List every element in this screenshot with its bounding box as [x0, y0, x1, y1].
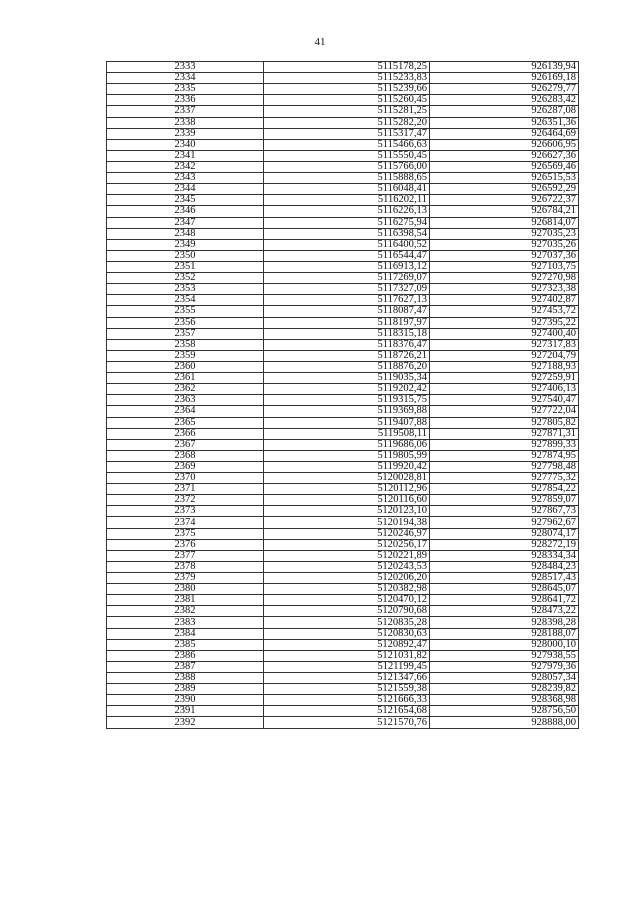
point-number-cell: 2360: [107, 361, 264, 372]
point-number-cell: 2339: [107, 128, 264, 139]
table-row: [107, 595, 579, 606]
table-row: [107, 139, 579, 150]
table-row: [107, 428, 579, 439]
point-number-cell: 2374: [107, 517, 264, 528]
point-number-cell: 2359: [107, 350, 264, 361]
y-coordinate-cell: 927406,13: [430, 384, 579, 395]
y-coordinate-cell: 928074,17: [430, 528, 579, 539]
y-coordinate-cell: 927259,91: [430, 373, 579, 384]
table-row: [107, 228, 579, 239]
y-coordinate-cell: 928368,98: [430, 695, 579, 706]
y-coordinate-cell: 927035,26: [430, 239, 579, 250]
point-number-cell: 2376: [107, 539, 264, 550]
x-coordinate-cell: 5116400,52: [264, 239, 430, 250]
point-number-cell: 2375: [107, 528, 264, 539]
point-number-cell: 2384: [107, 628, 264, 639]
point-number-cell: 2383: [107, 617, 264, 628]
y-coordinate-cell: 926287,08: [430, 106, 579, 117]
point-number-cell: 2333: [107, 62, 264, 73]
table-row: [107, 717, 579, 728]
y-coordinate-cell: 927037,36: [430, 250, 579, 261]
table-row: [107, 95, 579, 106]
point-number-cell: 2358: [107, 339, 264, 350]
x-coordinate-cell: 5120243,53: [264, 561, 430, 572]
y-coordinate-cell: 928057,34: [430, 673, 579, 684]
y-coordinate-cell: 926351,36: [430, 117, 579, 128]
x-coordinate-cell: 5120194,38: [264, 517, 430, 528]
x-coordinate-cell: 5121347,66: [264, 673, 430, 684]
y-coordinate-cell: 928517,43: [430, 573, 579, 584]
y-coordinate-cell: 928645,07: [430, 584, 579, 595]
table-row: [107, 461, 579, 472]
table-row: [107, 239, 579, 250]
x-coordinate-cell: 5115260,45: [264, 95, 430, 106]
table-row: [107, 450, 579, 461]
y-coordinate-cell: 926722,37: [430, 195, 579, 206]
point-number-cell: 2377: [107, 550, 264, 561]
x-coordinate-cell: 5115466,63: [264, 139, 430, 150]
x-coordinate-cell: 5119369,88: [264, 406, 430, 417]
table-row: [107, 206, 579, 217]
x-coordinate-cell: 5119508,11: [264, 428, 430, 439]
point-number-cell: 2378: [107, 561, 264, 572]
y-coordinate-cell: 928000,10: [430, 639, 579, 650]
point-number-cell: 2353: [107, 284, 264, 295]
x-coordinate-cell: 5118087,47: [264, 306, 430, 317]
point-number-cell: 2361: [107, 373, 264, 384]
table-row: [107, 584, 579, 595]
table-row: [107, 350, 579, 361]
y-coordinate-cell: 927805,82: [430, 417, 579, 428]
y-coordinate-cell: 926515,53: [430, 173, 579, 184]
y-coordinate-cell: 927867,73: [430, 506, 579, 517]
x-coordinate-cell: 5116398,54: [264, 228, 430, 239]
y-coordinate-cell: 927204,79: [430, 350, 579, 361]
point-number-cell: 2382: [107, 606, 264, 617]
y-coordinate-cell: 927270,98: [430, 273, 579, 284]
y-coordinate-cell: 927400,40: [430, 328, 579, 339]
table-row: [107, 650, 579, 661]
table-row: [107, 62, 579, 73]
table-row: [107, 695, 579, 706]
point-number-cell: 2342: [107, 161, 264, 172]
table-row: [107, 339, 579, 350]
y-coordinate-cell: 927035,23: [430, 228, 579, 239]
y-coordinate-cell: 927874,95: [430, 450, 579, 461]
y-coordinate-cell: 927854,22: [430, 484, 579, 495]
point-number-cell: 2371: [107, 484, 264, 495]
y-coordinate-cell: 927395,22: [430, 317, 579, 328]
y-coordinate-cell: 926283,42: [430, 95, 579, 106]
x-coordinate-cell: 5119407,88: [264, 417, 430, 428]
y-coordinate-cell: 927722,04: [430, 406, 579, 417]
point-number-cell: 2334: [107, 73, 264, 84]
y-coordinate-cell: 926627,36: [430, 150, 579, 161]
x-coordinate-cell: 5121199,45: [264, 661, 430, 672]
x-coordinate-cell: 5119315,75: [264, 395, 430, 406]
table-row: [107, 373, 579, 384]
table-row: [107, 150, 579, 161]
point-number-cell: 2366: [107, 428, 264, 439]
point-number-cell: 2346: [107, 206, 264, 217]
y-coordinate-cell: 927103,75: [430, 261, 579, 272]
x-coordinate-cell: 5118726,21: [264, 350, 430, 361]
point-number-cell: 2373: [107, 506, 264, 517]
x-coordinate-cell: 5121559,38: [264, 684, 430, 695]
table-row: [107, 506, 579, 517]
point-number-cell: 2364: [107, 406, 264, 417]
y-coordinate-cell: 928484,23: [430, 561, 579, 572]
table-row: [107, 439, 579, 450]
y-coordinate-cell: 926279,77: [430, 84, 579, 95]
x-coordinate-cell: 5119035,34: [264, 373, 430, 384]
x-coordinate-cell: 5121666,33: [264, 695, 430, 706]
x-coordinate-cell: 5117327,09: [264, 284, 430, 295]
x-coordinate-cell: 5115281,25: [264, 106, 430, 117]
point-number-cell: 2385: [107, 639, 264, 650]
x-coordinate-cell: 5120835,28: [264, 617, 430, 628]
table-row: [107, 617, 579, 628]
point-number-cell: 2365: [107, 417, 264, 428]
table-row: [107, 261, 579, 272]
table-row: [107, 73, 579, 84]
y-coordinate-cell: 926569,46: [430, 161, 579, 172]
point-number-cell: 2354: [107, 295, 264, 306]
point-number-cell: 2367: [107, 439, 264, 450]
table-row: [107, 628, 579, 639]
y-coordinate-cell: 928888,00: [430, 717, 579, 728]
y-coordinate-cell: 928756,50: [430, 706, 579, 717]
point-number-cell: 2356: [107, 317, 264, 328]
table-row: [107, 517, 579, 528]
x-coordinate-cell: 5120028,81: [264, 473, 430, 484]
point-number-cell: 2343: [107, 173, 264, 184]
y-coordinate-cell: 926169,18: [430, 73, 579, 84]
y-coordinate-cell: 926606,95: [430, 139, 579, 150]
y-coordinate-cell: 928473,22: [430, 606, 579, 617]
x-coordinate-cell: 5115317,47: [264, 128, 430, 139]
y-coordinate-cell: 927453,72: [430, 306, 579, 317]
table-row: [107, 128, 579, 139]
point-number-cell: 2392: [107, 717, 264, 728]
y-coordinate-cell: 926814,07: [430, 217, 579, 228]
point-number-cell: 2370: [107, 473, 264, 484]
x-coordinate-cell: 5116275,94: [264, 217, 430, 228]
x-coordinate-cell: 5120790,68: [264, 606, 430, 617]
x-coordinate-cell: 5116913,12: [264, 261, 430, 272]
y-coordinate-cell: 928641,72: [430, 595, 579, 606]
x-coordinate-cell: 5115550,45: [264, 150, 430, 161]
point-number-cell: 2335: [107, 84, 264, 95]
table-row: [107, 417, 579, 428]
table-row: [107, 406, 579, 417]
x-coordinate-cell: 5118876,20: [264, 361, 430, 372]
x-coordinate-cell: 5120116,60: [264, 495, 430, 506]
page-number: 41: [314, 36, 326, 48]
x-coordinate-cell: 5121654,68: [264, 706, 430, 717]
table-row: [107, 173, 579, 184]
table-row: [107, 306, 579, 317]
point-number-cell: 2337: [107, 106, 264, 117]
coordinates-table: [106, 61, 579, 729]
point-number-cell: 2341: [107, 150, 264, 161]
x-coordinate-cell: 5115178,25: [264, 62, 430, 73]
y-coordinate-cell: 927899,33: [430, 439, 579, 450]
x-coordinate-cell: 5119202,42: [264, 384, 430, 395]
table-row: [107, 495, 579, 506]
y-coordinate-cell: 926784,21: [430, 206, 579, 217]
table-row: [107, 395, 579, 406]
table-row: [107, 317, 579, 328]
x-coordinate-cell: 5119686,06: [264, 439, 430, 450]
x-coordinate-cell: 5120256,17: [264, 539, 430, 550]
y-coordinate-cell: 927317,83: [430, 339, 579, 350]
y-coordinate-cell: 927871,31: [430, 428, 579, 439]
table-row: [107, 639, 579, 650]
table-row: [107, 195, 579, 206]
y-coordinate-cell: 928334,34: [430, 550, 579, 561]
x-coordinate-cell: 5118197,97: [264, 317, 430, 328]
x-coordinate-cell: 5121570,76: [264, 717, 430, 728]
table-row: [107, 550, 579, 561]
table-row: [107, 117, 579, 128]
point-number-cell: 2379: [107, 573, 264, 584]
point-number-cell: 2338: [107, 117, 264, 128]
x-coordinate-cell: 5120246,97: [264, 528, 430, 539]
y-coordinate-cell: 927188,93: [430, 361, 579, 372]
point-number-cell: 2391: [107, 706, 264, 717]
x-coordinate-cell: 5117269,07: [264, 273, 430, 284]
table-row: [107, 673, 579, 684]
x-coordinate-cell: 5115766,00: [264, 161, 430, 172]
point-number-cell: 2351: [107, 261, 264, 272]
x-coordinate-cell: 5120123,10: [264, 506, 430, 517]
x-coordinate-cell: 5120830,63: [264, 628, 430, 639]
y-coordinate-cell: 926464,69: [430, 128, 579, 139]
point-number-cell: 2347: [107, 217, 264, 228]
y-coordinate-cell: 927798,48: [430, 461, 579, 472]
point-number-cell: 2348: [107, 228, 264, 239]
x-coordinate-cell: 5118315,18: [264, 328, 430, 339]
x-coordinate-cell: 5120892,47: [264, 639, 430, 650]
x-coordinate-cell: 5120112,96: [264, 484, 430, 495]
x-coordinate-cell: 5116226,13: [264, 206, 430, 217]
point-number-cell: 2372: [107, 495, 264, 506]
y-coordinate-cell: 926139,94: [430, 62, 579, 73]
table-row: [107, 295, 579, 306]
point-number-cell: 2381: [107, 595, 264, 606]
x-coordinate-cell: 5116048,41: [264, 184, 430, 195]
table-row: [107, 684, 579, 695]
x-coordinate-cell: 5115282,20: [264, 117, 430, 128]
y-coordinate-cell: 927938,55: [430, 650, 579, 661]
table-row: [107, 250, 579, 261]
table-row: [107, 273, 579, 284]
x-coordinate-cell: 5115233,83: [264, 73, 430, 84]
point-number-cell: 2362: [107, 384, 264, 395]
point-number-cell: 2349: [107, 239, 264, 250]
point-number-cell: 2350: [107, 250, 264, 261]
table-row: [107, 606, 579, 617]
y-coordinate-cell: 927962,67: [430, 517, 579, 528]
y-coordinate-cell: 927402,87: [430, 295, 579, 306]
y-coordinate-cell: 927979,36: [430, 661, 579, 672]
point-number-cell: 2369: [107, 461, 264, 472]
table-row: [107, 706, 579, 717]
y-coordinate-cell: 926592,29: [430, 184, 579, 195]
table-row: [107, 528, 579, 539]
point-number-cell: 2387: [107, 661, 264, 672]
point-number-cell: 2352: [107, 273, 264, 284]
table-row: [107, 573, 579, 584]
x-coordinate-cell: 5119920,42: [264, 461, 430, 472]
table-row: [107, 473, 579, 484]
y-coordinate-cell: 928272,19: [430, 539, 579, 550]
y-coordinate-cell: 927859,07: [430, 495, 579, 506]
point-number-cell: 2340: [107, 139, 264, 150]
point-number-cell: 2389: [107, 684, 264, 695]
y-coordinate-cell: 927323,38: [430, 284, 579, 295]
table-row: [107, 384, 579, 395]
coordinates-table-body: [107, 62, 579, 729]
table-row: [107, 484, 579, 495]
y-coordinate-cell: 928398,28: [430, 617, 579, 628]
table-row: [107, 84, 579, 95]
x-coordinate-cell: 5120470,12: [264, 595, 430, 606]
table-row: [107, 217, 579, 228]
x-coordinate-cell: 5120382,98: [264, 584, 430, 595]
table-row: [107, 361, 579, 372]
y-coordinate-cell: 928239,82: [430, 684, 579, 695]
x-coordinate-cell: 5121031,82: [264, 650, 430, 661]
table-row: [107, 161, 579, 172]
x-coordinate-cell: 5117627,13: [264, 295, 430, 306]
x-coordinate-cell: 5116202,11: [264, 195, 430, 206]
point-number-cell: 2380: [107, 584, 264, 595]
point-number-cell: 2386: [107, 650, 264, 661]
point-number-cell: 2368: [107, 450, 264, 461]
x-coordinate-cell: 5118376,47: [264, 339, 430, 350]
x-coordinate-cell: 5120206,20: [264, 573, 430, 584]
x-coordinate-cell: 5119805,99: [264, 450, 430, 461]
y-coordinate-cell: 927775,32: [430, 473, 579, 484]
table-row: [107, 184, 579, 195]
table-row: [107, 561, 579, 572]
y-coordinate-cell: 928188,07: [430, 628, 579, 639]
point-number-cell: 2345: [107, 195, 264, 206]
point-number-cell: 2344: [107, 184, 264, 195]
point-number-cell: 2357: [107, 328, 264, 339]
point-number-cell: 2336: [107, 95, 264, 106]
x-coordinate-cell: 5115888,65: [264, 173, 430, 184]
x-coordinate-cell: 5116544,47: [264, 250, 430, 261]
x-coordinate-cell: 5115239,66: [264, 84, 430, 95]
table-row: [107, 539, 579, 550]
table-row: [107, 661, 579, 672]
point-number-cell: 2355: [107, 306, 264, 317]
x-coordinate-cell: 5120221,89: [264, 550, 430, 561]
point-number-cell: 2390: [107, 695, 264, 706]
table-row: [107, 284, 579, 295]
point-number-cell: 2363: [107, 395, 264, 406]
table-row: [107, 106, 579, 117]
point-number-cell: 2388: [107, 673, 264, 684]
y-coordinate-cell: 927540,47: [430, 395, 579, 406]
table-row: [107, 328, 579, 339]
